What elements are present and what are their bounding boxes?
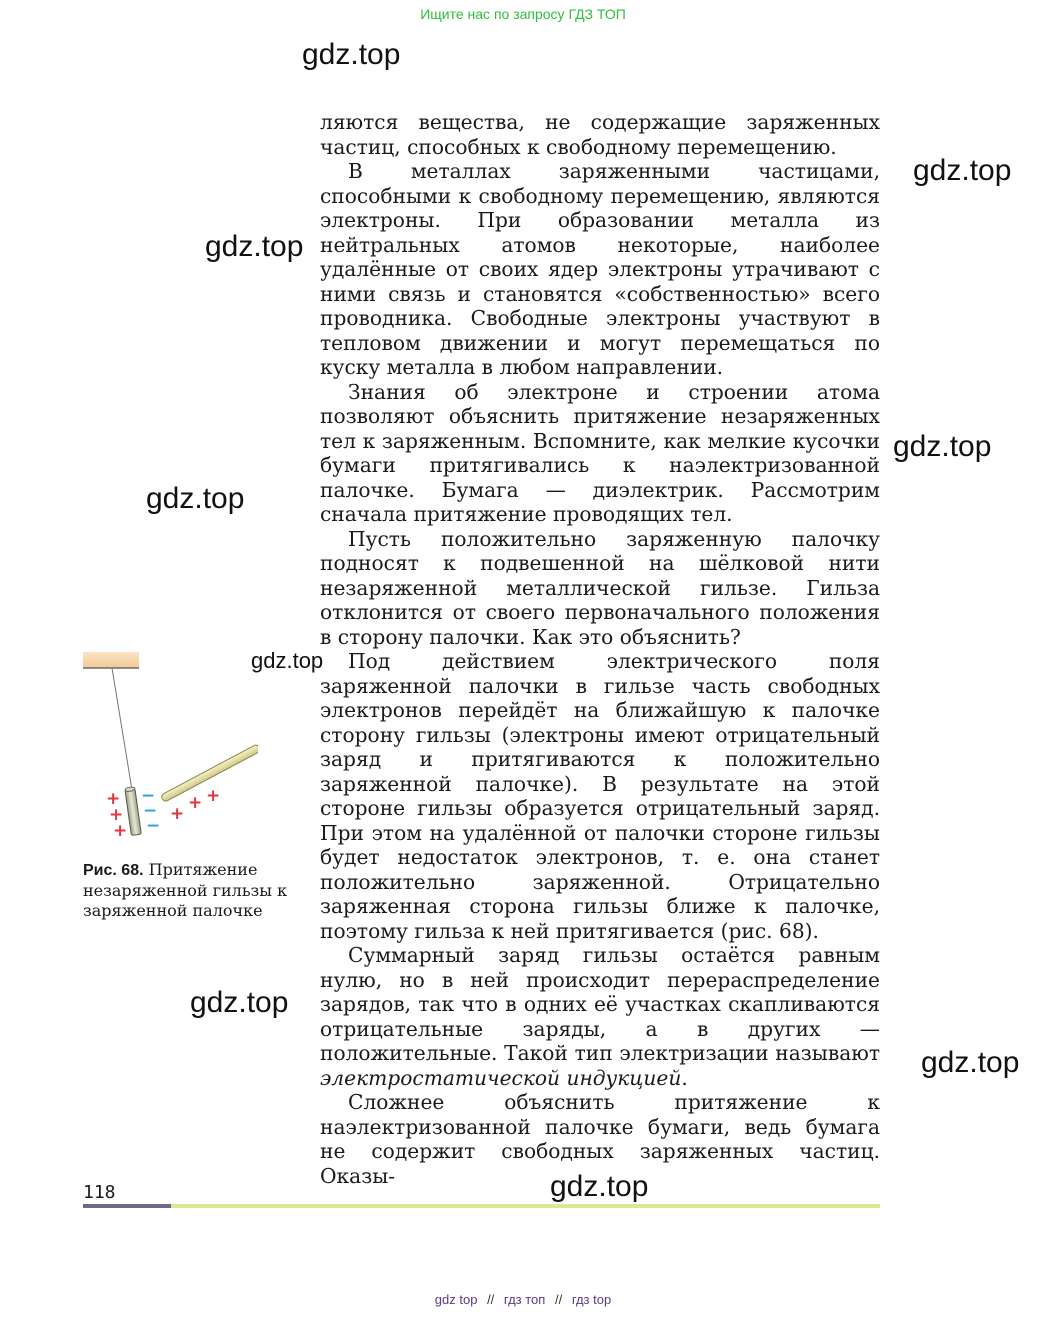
bottom-links: [0, 1292, 1046, 1307]
watermark: gdz.top: [550, 1170, 649, 1203]
top-banner: Ищите нас по запросу ГДЗ ТОП: [420, 6, 626, 22]
paragraph: ляются вещества, не содержащие заряженных частиц, способных к свободному перемещению.: [320, 110, 880, 159]
footer-separator: //: [487, 1292, 495, 1307]
figure-caption: [83, 860, 298, 921]
minus-sign: −: [143, 801, 158, 821]
footer-bar-light: [171, 1204, 880, 1208]
plus-sign: +: [106, 789, 121, 809]
paragraph-text: Суммарный заряд гильзы остаётся равным нулю, но в ней происходит перераспределение зарядов, так что в одних её участках скапливаются отрицательные заряды, а в других — положительные. Такой тип электризации называют: [320, 943, 880, 1065]
minus-sign: −: [141, 786, 156, 806]
watermark: gdz.top: [190, 986, 289, 1019]
minus-sign: −: [146, 816, 161, 836]
caption-text: Притяжение незаряженной гильзы к заряженной палочке: [83, 860, 288, 920]
plus-sign: +: [206, 786, 221, 806]
footer-link[interactable]: гдз top: [571, 1292, 612, 1307]
page-number: 118: [83, 1182, 116, 1203]
footer-link[interactable]: gdz top: [434, 1292, 478, 1307]
figure-68-illustration: [78, 648, 258, 848]
plus-sign: +: [109, 805, 124, 825]
watermark: gdz.top: [251, 648, 324, 673]
watermark: gdz.top: [893, 430, 992, 463]
footer-link[interactable]: гдз топ: [503, 1292, 546, 1307]
body-text: [320, 110, 880, 1188]
paragraph: [320, 943, 880, 1090]
watermark: gdz.top: [146, 482, 245, 515]
footer-bar-dark: [83, 1204, 171, 1208]
silk-thread: [112, 668, 132, 790]
watermark: gdz.top: [921, 1046, 1020, 1079]
footer-separator: //: [554, 1292, 563, 1307]
caption-label: Рис. 68.: [83, 862, 144, 879]
watermark: gdz.top: [302, 38, 401, 71]
plus-sign: +: [113, 821, 128, 841]
paragraph: Под действием электрического поля заряженной палочки в гильзе часть свободных электронов перейдёт на ближайшую к палочке сторону гильзы (электроны имеют отрицательный заряд и притягиваются к положительно заряженной палочке). В результате на этой стороне гильзы образуется отрицательный заряд. При этом на удалённой от палочки стороне гильзы будет недостаток электронов, т. е. она станет положительно заряженной. Отрицательно заряженная сторона гильзы ближе к палочке, поэтому гильза к ней притягивается (рис. 68).: [320, 649, 880, 943]
paragraph: Пусть положительно заряженную палочку подносят к подвешенной на шёлковой нити незаряженной металлической гильзе. Гильза отклонится от своего первоначального положения в сторону палочки. Как это объяснить?: [320, 526, 880, 649]
paragraph: Знания об электроне и строении атома позволяют объяснить притяжение незаряженных тел к заряженным. Вспомните, как мелкие кусочки бумаги притягивались к наэлектризованной палочке. Бумага — диэлектрик. Рассмотрим сначала притяжение проводящих тел.: [320, 379, 880, 526]
plus-sign: +: [170, 804, 185, 824]
paragraph-text: .: [681, 1065, 688, 1090]
ceiling: [83, 652, 139, 668]
paragraph: В металлах заряженными частицами, способными к свободному перемещению, являются электроны. При образовании металла из нейтральных атомов некоторые, наиболее удалённые от своих ядер электроны утрачивают с ними связь и становятся «собственностью» всего проводника. Свободные электроны участвуют в тепловом движении и могут перемещаться по куску металла в любом направлении.: [320, 159, 880, 379]
term-italic: электростатической индукцией: [320, 1065, 682, 1090]
paragraph: Сложнее объяснить притяжение к наэлектризованной палочке бумаги, ведь бумага не содержит свободных заряженных частиц. Оказы-: [320, 1090, 880, 1188]
watermark: gdz.top: [205, 230, 304, 263]
watermark: gdz.top: [913, 154, 1012, 187]
plus-sign: +: [188, 793, 203, 813]
